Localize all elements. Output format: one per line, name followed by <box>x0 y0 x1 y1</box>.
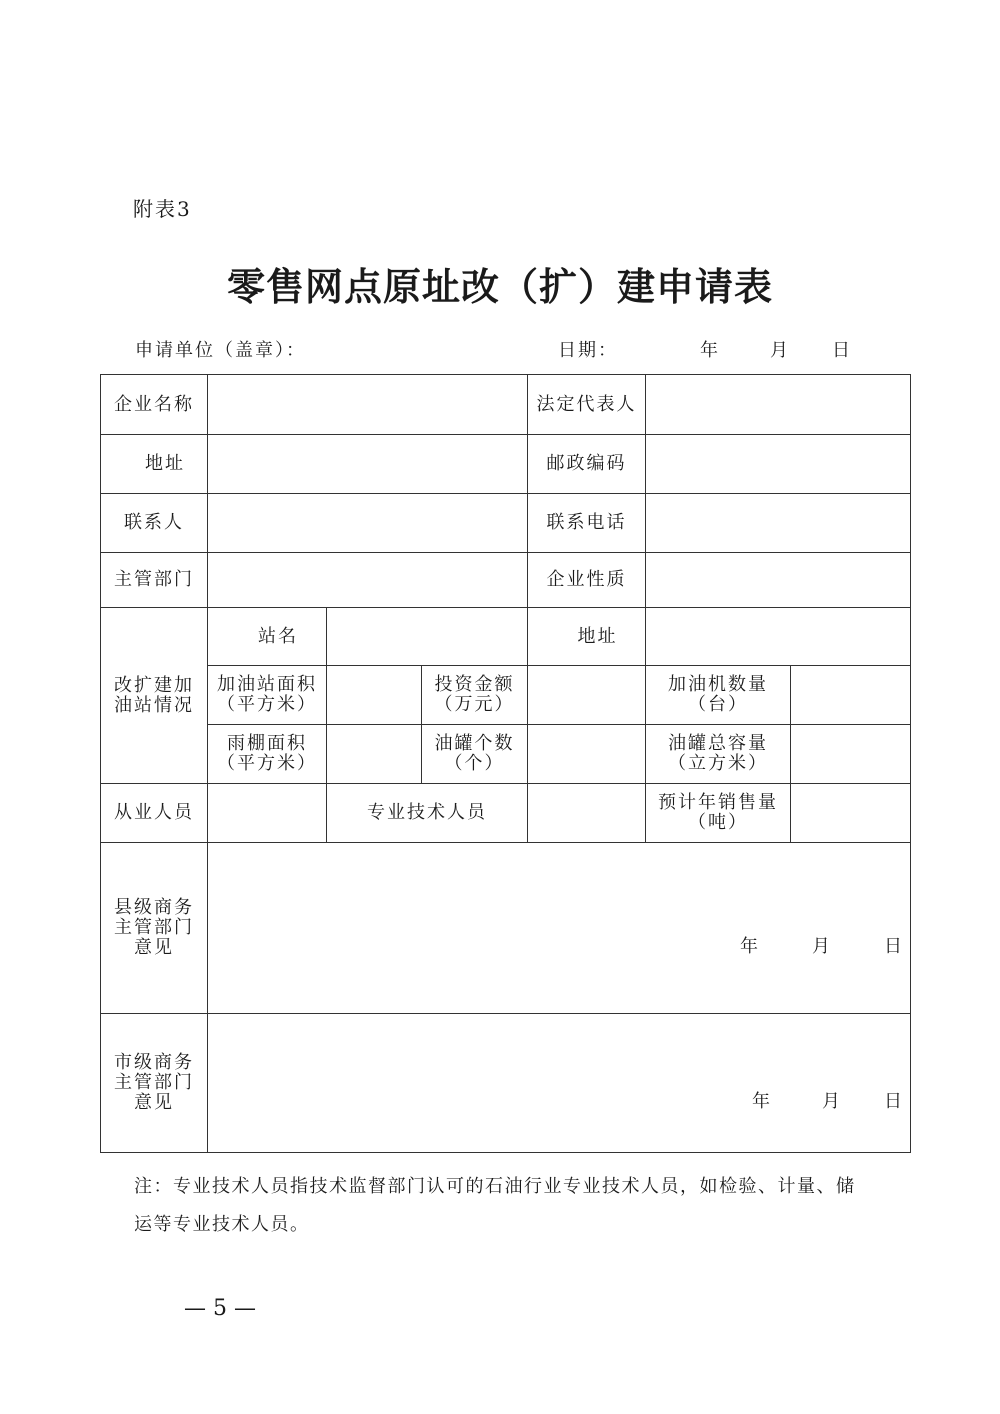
annual-sales-text: 预计年销售量 <box>658 792 779 813</box>
investment-unit: （万元） <box>434 694 515 715</box>
employees-label: 从业人员 <box>101 784 208 843</box>
station-area-text: 加油站面积 <box>217 674 317 695</box>
application-form-table <box>100 374 911 1153</box>
tank-count-text: 油罐个数 <box>434 733 515 754</box>
tank-count-field[interactable] <box>528 725 646 784</box>
dispenser-count-label <box>646 666 791 725</box>
document-title: 零售网点原址改（扩）建申请表 <box>226 264 773 309</box>
attachment-label: 附表3 <box>133 197 192 221</box>
address-field[interactable] <box>208 435 528 494</box>
technicians-label: 专业技术人员 <box>327 784 528 843</box>
postal-code-label: 邮政编码 <box>528 435 646 494</box>
tank-capacity-field[interactable] <box>791 725 911 784</box>
footnote-line-1: 注：专业技术人员指技术监督部门认可的石油行业专业技术人员，如检验、计量、储 <box>134 1176 856 1197</box>
supervisor-dept-field[interactable] <box>208 553 528 608</box>
footnote-line-2: 运等专业技术人员。 <box>134 1214 310 1235</box>
city-opinion-field[interactable] <box>208 1014 911 1153</box>
tank-capacity-unit: （立方米） <box>668 753 769 774</box>
station-name-field[interactable] <box>327 608 528 666</box>
enterprise-nature-field[interactable] <box>646 553 911 608</box>
investment-text: 投资金额 <box>434 674 515 695</box>
tank-capacity-text: 油罐总容量 <box>668 733 769 754</box>
applicant-unit-label: 申请单位（盖章）： <box>135 340 306 361</box>
station-area-label <box>208 666 327 725</box>
contact-phone-label: 联系电话 <box>528 494 646 553</box>
canopy-area-text: 雨棚面积 <box>227 733 307 754</box>
page-number: — 5 — <box>184 1296 256 1321</box>
supervisor-dept-label: 主管部门 <box>101 553 208 608</box>
header-month-label: 月 <box>770 340 788 361</box>
header-day-label: 日 <box>832 340 850 361</box>
station-address-field[interactable] <box>646 608 911 666</box>
technicians-field[interactable] <box>528 784 646 843</box>
station-area-unit: （平方米） <box>217 694 317 715</box>
employees-field[interactable] <box>208 784 327 843</box>
canopy-area-unit: （平方米） <box>217 753 317 774</box>
county-year-label: 年 <box>740 936 760 957</box>
enterprise-nature-label: 企业性质 <box>528 553 646 608</box>
station-section-label: 改扩建加油站情况 <box>101 608 208 784</box>
county-opinion-label: 县级商务主管部门意见 <box>101 843 208 1014</box>
station-address-label: 地址 <box>528 608 646 666</box>
postal-code-field[interactable] <box>646 435 911 494</box>
legal-rep-field[interactable] <box>646 375 911 435</box>
city-month-label: 月 <box>822 1091 842 1112</box>
canopy-area-field[interactable] <box>327 725 422 784</box>
contact-phone-field[interactable] <box>646 494 911 553</box>
date-label: 日期： <box>558 340 618 361</box>
investment-field[interactable] <box>528 666 646 725</box>
company-name-label: 企业名称 <box>101 375 208 435</box>
legal-rep-label: 法定代表人 <box>528 375 646 435</box>
annual-sales-unit: （吨） <box>688 812 749 833</box>
tank-capacity-label <box>646 725 791 784</box>
county-month-label: 月 <box>812 936 832 957</box>
address-label: 地址 <box>101 435 208 494</box>
contact-field[interactable] <box>208 494 528 553</box>
city-opinion-label: 市级商务主管部门意见 <box>101 1014 208 1153</box>
dispenser-count-text: 加油机数量 <box>668 674 769 695</box>
canopy-area-label <box>208 725 327 784</box>
dispenser-count-unit: （台） <box>688 694 749 715</box>
company-name-field[interactable] <box>208 375 528 435</box>
contact-label: 联系人 <box>101 494 208 553</box>
city-day-label: 日 <box>884 1091 904 1112</box>
county-opinion-field[interactable] <box>208 843 911 1014</box>
county-day-label: 日 <box>884 936 904 957</box>
annual-sales-field[interactable] <box>791 784 911 843</box>
station-area-field[interactable] <box>327 666 422 725</box>
footnote <box>134 1168 894 1244</box>
tank-count-unit: （个） <box>444 753 505 774</box>
annual-sales-label <box>646 784 791 843</box>
investment-label <box>422 666 528 725</box>
city-year-label: 年 <box>752 1091 772 1112</box>
tank-count-label <box>422 725 528 784</box>
station-name-label: 站名 <box>208 608 327 666</box>
dispenser-count-field[interactable] <box>791 666 911 725</box>
header-year-label: 年 <box>700 340 718 361</box>
